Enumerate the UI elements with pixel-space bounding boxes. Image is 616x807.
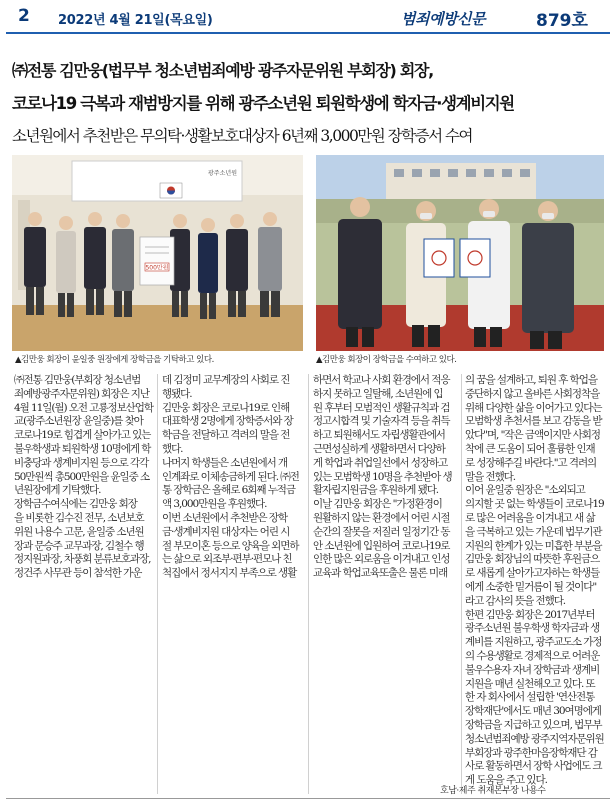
page-header	[6, 4, 610, 30]
article-line: 중단하지 않고 올바른 사회정착을	[465, 387, 600, 400]
article-line: 을 극복하고 있는 가운데 법무기관	[465, 525, 602, 538]
photo-caption-left: ▲김만웅 회장이 윤일중 원장에게 장학금을 기탁하고 있다.	[15, 355, 214, 365]
article-line: 불우학생과 퇴원학생 10명에게 학	[14, 442, 151, 455]
article-line: 장과 문승주 교무과장, 김철수 행	[14, 539, 144, 552]
newspaper-name: 범죄예방신문	[401, 10, 485, 28]
article-line: 게 학업과 취업일선에서 성장하고	[313, 456, 448, 469]
headline-subtitle: 소년원에서 추천받은 무의탁·생활보호대상자 6년째 3,000만원 장학증서 수여	[12, 127, 472, 145]
banner-text: 광주소년원	[208, 170, 237, 177]
article-line: 인계좌로 이체송금하게 된다. ㈜전	[162, 470, 299, 483]
article-line: 행됐다.	[162, 387, 192, 400]
article-line: 위원 나용수 고문, 윤일중 소년원	[14, 525, 144, 538]
article-line: 지원의 한계가 있는 미흡한 부분을	[465, 539, 602, 552]
photo-donation-ceremony	[12, 155, 303, 351]
check-amount: 500만원	[145, 264, 169, 272]
article-line: 대표학생 2명에게 장학증서와 장	[162, 415, 293, 428]
article-line: 정지원과장, 차풍회 분류보호과장,	[14, 553, 151, 566]
article-line: 의지할 곳 없는 학생들이 코로나19	[465, 498, 604, 511]
article-line: 부회장과 광주한마음장학재단 감	[465, 746, 597, 759]
article-line: 에게 소중한 밑거름이 될 것이다"	[465, 580, 597, 593]
author-byline: 호남·제주 취재본부장 나용수	[440, 786, 546, 796]
article-line: 통 장학금은 올해로 6회째 누적금	[162, 484, 295, 497]
article-line: 4월 11일(월) 오전 고룡정보산업학	[14, 401, 153, 414]
article-line: 원 후부터 모범적인 생활규칙과 검	[313, 401, 450, 414]
article-line: 았다"며, "작은 금액이지만 사회정	[465, 429, 600, 442]
article-line: 정고시합격 및 기술자격 등을 취득	[313, 415, 450, 428]
article-line: 죄예방광주자문위원) 회장은 지난	[14, 387, 149, 400]
article-line: 척집에서 정서지지 부족으로 생활	[162, 567, 297, 580]
article-column-2	[162, 374, 305, 581]
article-line: 학금을 전달하고 격려의 말을 전	[162, 429, 290, 442]
photo-donation-ceremony-image	[12, 155, 303, 351]
article-line: 의 꿈을 설계하고, 퇴원 후 학업을	[465, 374, 597, 386]
article-line: 50만원씩 총500만원을 윤일중 소	[14, 470, 150, 483]
photo-caption-right: ▲김만웅 회장이 장학금을 수여하고 있다.	[316, 355, 457, 365]
article-line: 교육과 학업교육또출은 물론 미래	[313, 567, 448, 580]
article-line: 의 수용생활로 경제적으로 어려운	[465, 649, 600, 662]
article-line: 로 새롭게 살아가고자하는 학생들	[465, 567, 600, 580]
article-line: 위해 다양한 삶을 이어가고 있다는	[465, 401, 602, 414]
issue-date: 2022년 4월 21일(목요일)	[58, 13, 213, 28]
article-line: 하고 퇴원해서도 자립생활관에서	[313, 429, 445, 442]
article-line: 원활하지 않는 환경에서 어린 시절	[313, 511, 450, 524]
article-line: ㈜전통 김만웅(부회장 청소년범	[14, 374, 141, 386]
article-line: 순간의 잘못을 저질러 일정기간 동	[313, 525, 450, 538]
article-line: 했다.	[162, 442, 183, 455]
article-line: 장학금을 지급하고 있으며, 법무부	[465, 718, 602, 731]
article-line: 사로 활동하면서 장학 사업에도 크	[465, 760, 602, 773]
column-divider	[308, 374, 309, 794]
article-line: 절 부모이혼 등으로 양육을 외면하	[162, 539, 299, 552]
article-line: 하지 못하고 일탈해, 소년원에 입	[313, 387, 443, 400]
article-line: 한 자 회사에서 설립한 '연산전통	[465, 691, 595, 704]
article-line: 코로나19로 힘겹게 살아가고 있는	[14, 429, 151, 442]
article-line: 근면성실하게 생활하면서 다양하	[313, 442, 445, 455]
article-line: 계비를 지원하고, 광주교도소 가정	[465, 636, 602, 649]
article-column-4	[465, 374, 610, 788]
article-line: 라고 감사의 뜻을 전했다.	[465, 594, 566, 607]
photo-scholarship-award	[316, 155, 604, 351]
article-line: 안 소년원에 입원하여 코로나19로	[313, 539, 450, 552]
article-line: 로 많은 어려움을 이겨내고 새 삶	[465, 511, 595, 524]
article-line: 착에 큰 도움이 되어 훌륭한 인재	[465, 442, 595, 455]
article-line: 김만웅 회장은 코로나19로 인해	[162, 401, 290, 414]
article-line: 데 김정미 교무계장의 사회로 진	[162, 374, 290, 386]
article-line: 을 비롯한 김수진 전무, 소년보호	[14, 511, 144, 524]
article-line: 로 성장해주길 바란다."고 격려의	[465, 456, 597, 469]
article-line: 활자립지원금을 후원하게 됐다.	[313, 484, 439, 497]
article-line: 광주소년원 불우학생 학자금과 생	[465, 622, 600, 635]
article-line: 이날 김만웅 회장은 "가정환경이	[313, 498, 442, 511]
article-line: 있는 모범학생 10명을 추천받아 생	[313, 470, 452, 483]
article-line: 이어 윤일중 원장은 "소외되고	[465, 484, 585, 497]
article-column-3	[313, 374, 458, 581]
article-line: 교(광주소년원장 윤일중)를 찾아	[14, 415, 143, 428]
article-line: 비충당과 생계비지원 등으로 각각	[14, 456, 149, 469]
article-line: 금·생계비지원 대상자는 어린 시	[162, 525, 290, 538]
article-line: 불우수용자 자녀 장학금과 생계비	[465, 663, 600, 676]
headline-line-1: ㈜전통 김만웅(법무부 청소년범죄예방 광주자문위원 부회장) 회장,	[12, 61, 433, 80]
column-divider	[157, 374, 158, 794]
article-line: 청소년범죄예방 광주지역자문위원	[465, 732, 604, 745]
article-line: 지원을 매년 실천해오고 있다. 또	[465, 677, 595, 690]
footer-rule	[6, 798, 610, 799]
article-line: 는 삶으로 외조부·편부·편모나 친	[162, 553, 292, 566]
article-line: 장학금수여식에는 김만웅 회장	[14, 498, 137, 511]
article-line: 정건주 사무관 등이 참석한 가운	[14, 567, 142, 580]
article-line: 모범학생 추천서를 보고 감동을 받	[465, 415, 602, 428]
article-line: 한편 김만웅 회장은 2017년부터	[465, 608, 595, 621]
headline-line-2: 코로나19 극복과 재범방지를 위해 광주소년원 퇴원학생에 학자금·생계비지원	[12, 94, 514, 113]
article-line: 년원장에게 기탁했다.	[14, 484, 101, 497]
page-number: 2	[18, 6, 30, 26]
column-divider	[461, 374, 462, 794]
article-line: 나머지 학생들은 소년원에서 개	[162, 456, 288, 469]
article-line: 하면서 학교나 사회 환경에서 적응	[313, 374, 450, 386]
issue-number: 879호	[536, 11, 588, 31]
header-rule	[6, 32, 610, 34]
photo-scholarship-award-image	[316, 155, 604, 351]
article-line: 말을 전했다.	[465, 470, 516, 483]
article-line: 액 3,000만원을 후원했다.	[162, 498, 267, 511]
article-line: 장학재단'에서도 매년 30여명에게	[465, 705, 601, 718]
article-line: 인한 많은 외로움을 이겨내고 인성	[313, 553, 450, 566]
article-line: 이번 소년원에서 추천받은 장학	[162, 511, 288, 524]
article-line: 게 도움을 주고 있다.	[465, 774, 547, 787]
article-line: 김만웅 회장님의 따뜻한 후원금으	[465, 553, 600, 566]
article-column-1	[14, 374, 154, 581]
